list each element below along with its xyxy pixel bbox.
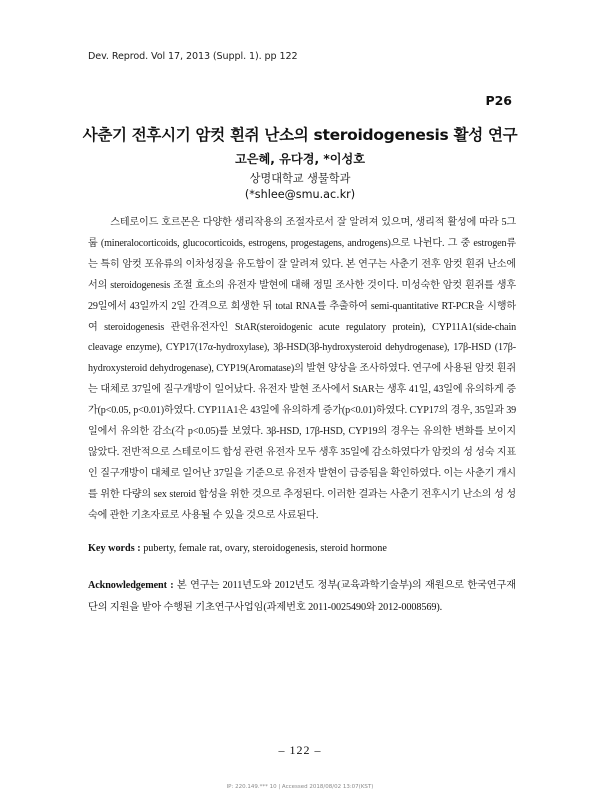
keywords-text: puberty, female rat, ovary, steroidogenesis, steroid hormone: [140, 543, 387, 554]
poster-id: P26: [485, 93, 512, 108]
keywords-label: Key words :: [88, 543, 141, 554]
paper-title: 사춘기 전후시기 암컷 흰쥐 난소의 steroidogenesis 활성 연구: [82, 126, 518, 144]
page-number: – 122 –: [278, 743, 322, 757]
affiliation: 상명대학교 생물학과: [249, 172, 351, 185]
keywords: [88, 539, 516, 559]
access-footer: IP: 220.149.*** 10 | Accessed 2018/08/02 13:07(KST): [226, 784, 374, 790]
abstract-body: [88, 213, 516, 527]
acknowledgement-text: 본 연구는 2011년도와 2012년도 정부(교육과학기술부)의 재원으로 한국연구재단의 지원을 받아 수행된 기초연구사업임(과제번호 2011-0025490와 2012-0008569).: [88, 580, 516, 613]
abstract-paragraph: 스테로이드 호르몬은 다양한 생리작용의 조절자로서 잘 알려져 있으며, 생리적 활성에 따라 5그룹 (mineralocorticoids, glucocorticoids, estrogens, progestagens, androgens)으로 나뉜다. 그 중 estrogen류는 특히 암컷 포유류의 이차성징을 유도함이 잘 알려져 있다. 본 연구는 사춘기 전후 암컷 흰쥐 난소에서의 steroidogenesis 조절 효소의 유전자 발현에 대해 정밀 조사한 것이다. 미성숙한 암컷 흰쥐를 생후 29일에서 43일까지 2일 간격으로 희생한 뒤 total RNA를 추출하여 semi-quantitative RT-PCR을 시행하여 steroidogenesis 관련유전자인 StAR(steroidogenic acute regulatory protein), CYP11A1(side-chain cleavage enzyme), CYP17(17α-hydroxylase), 3β-HSD(3β-hydroxysteroid dehydrogenase), 17β-HSD (17β-hydroxysteroid dehydrogenase), CYP19(Aromatase)의 발현 양상을 조사하였다. 연구에 사용된 암컷 흰쥐는 대체로 37일에 질구개방이 일어났다. 유전자 발현 조사에서 StAR는 생후 41일, 43일에 유의하게 증가(p<0.05, p<0.01)하였다. CYP11A1은 43일에 유의하게 증가(p<0.01)하였다. CYP17의 경우, 35일과 39일에서 유의한 감소(각 p<0.05)를 보였다. 3β-HSD, 17β-HSD, CYP19의 경우는 유의한 변화를 보이지 않았다. 전반적으로 스테로이드 합성 관련 유전자 모두 생후 35일에 감소하였다가 암컷의 성 성숙 지표인 질구개방이 대체로 일어난 37일을 기준으로 유전자 발현이 급증됨을 확인하였다. 이는 사춘기 개시를 위한 다량의 sex steroid 합성을 위한 것으로 추정된다. 이러한 결과는 사춘기 전후시기 난소의 성 성숙에 관한 기초자료로 사용될 수 있을 것으로 사료된다.: [88, 217, 516, 521]
authors: 고은혜, 유다경, *이성호: [234, 152, 366, 166]
contact-email: (*shlee@smu.ac.kr): [244, 188, 356, 201]
journal-citation: Dev. Reprod. Vol 17, 2013 (Suppl. 1). pp 122: [88, 51, 298, 62]
acknowledgement: [88, 575, 516, 619]
acknowledgement-label: Acknowledgement :: [88, 580, 174, 591]
